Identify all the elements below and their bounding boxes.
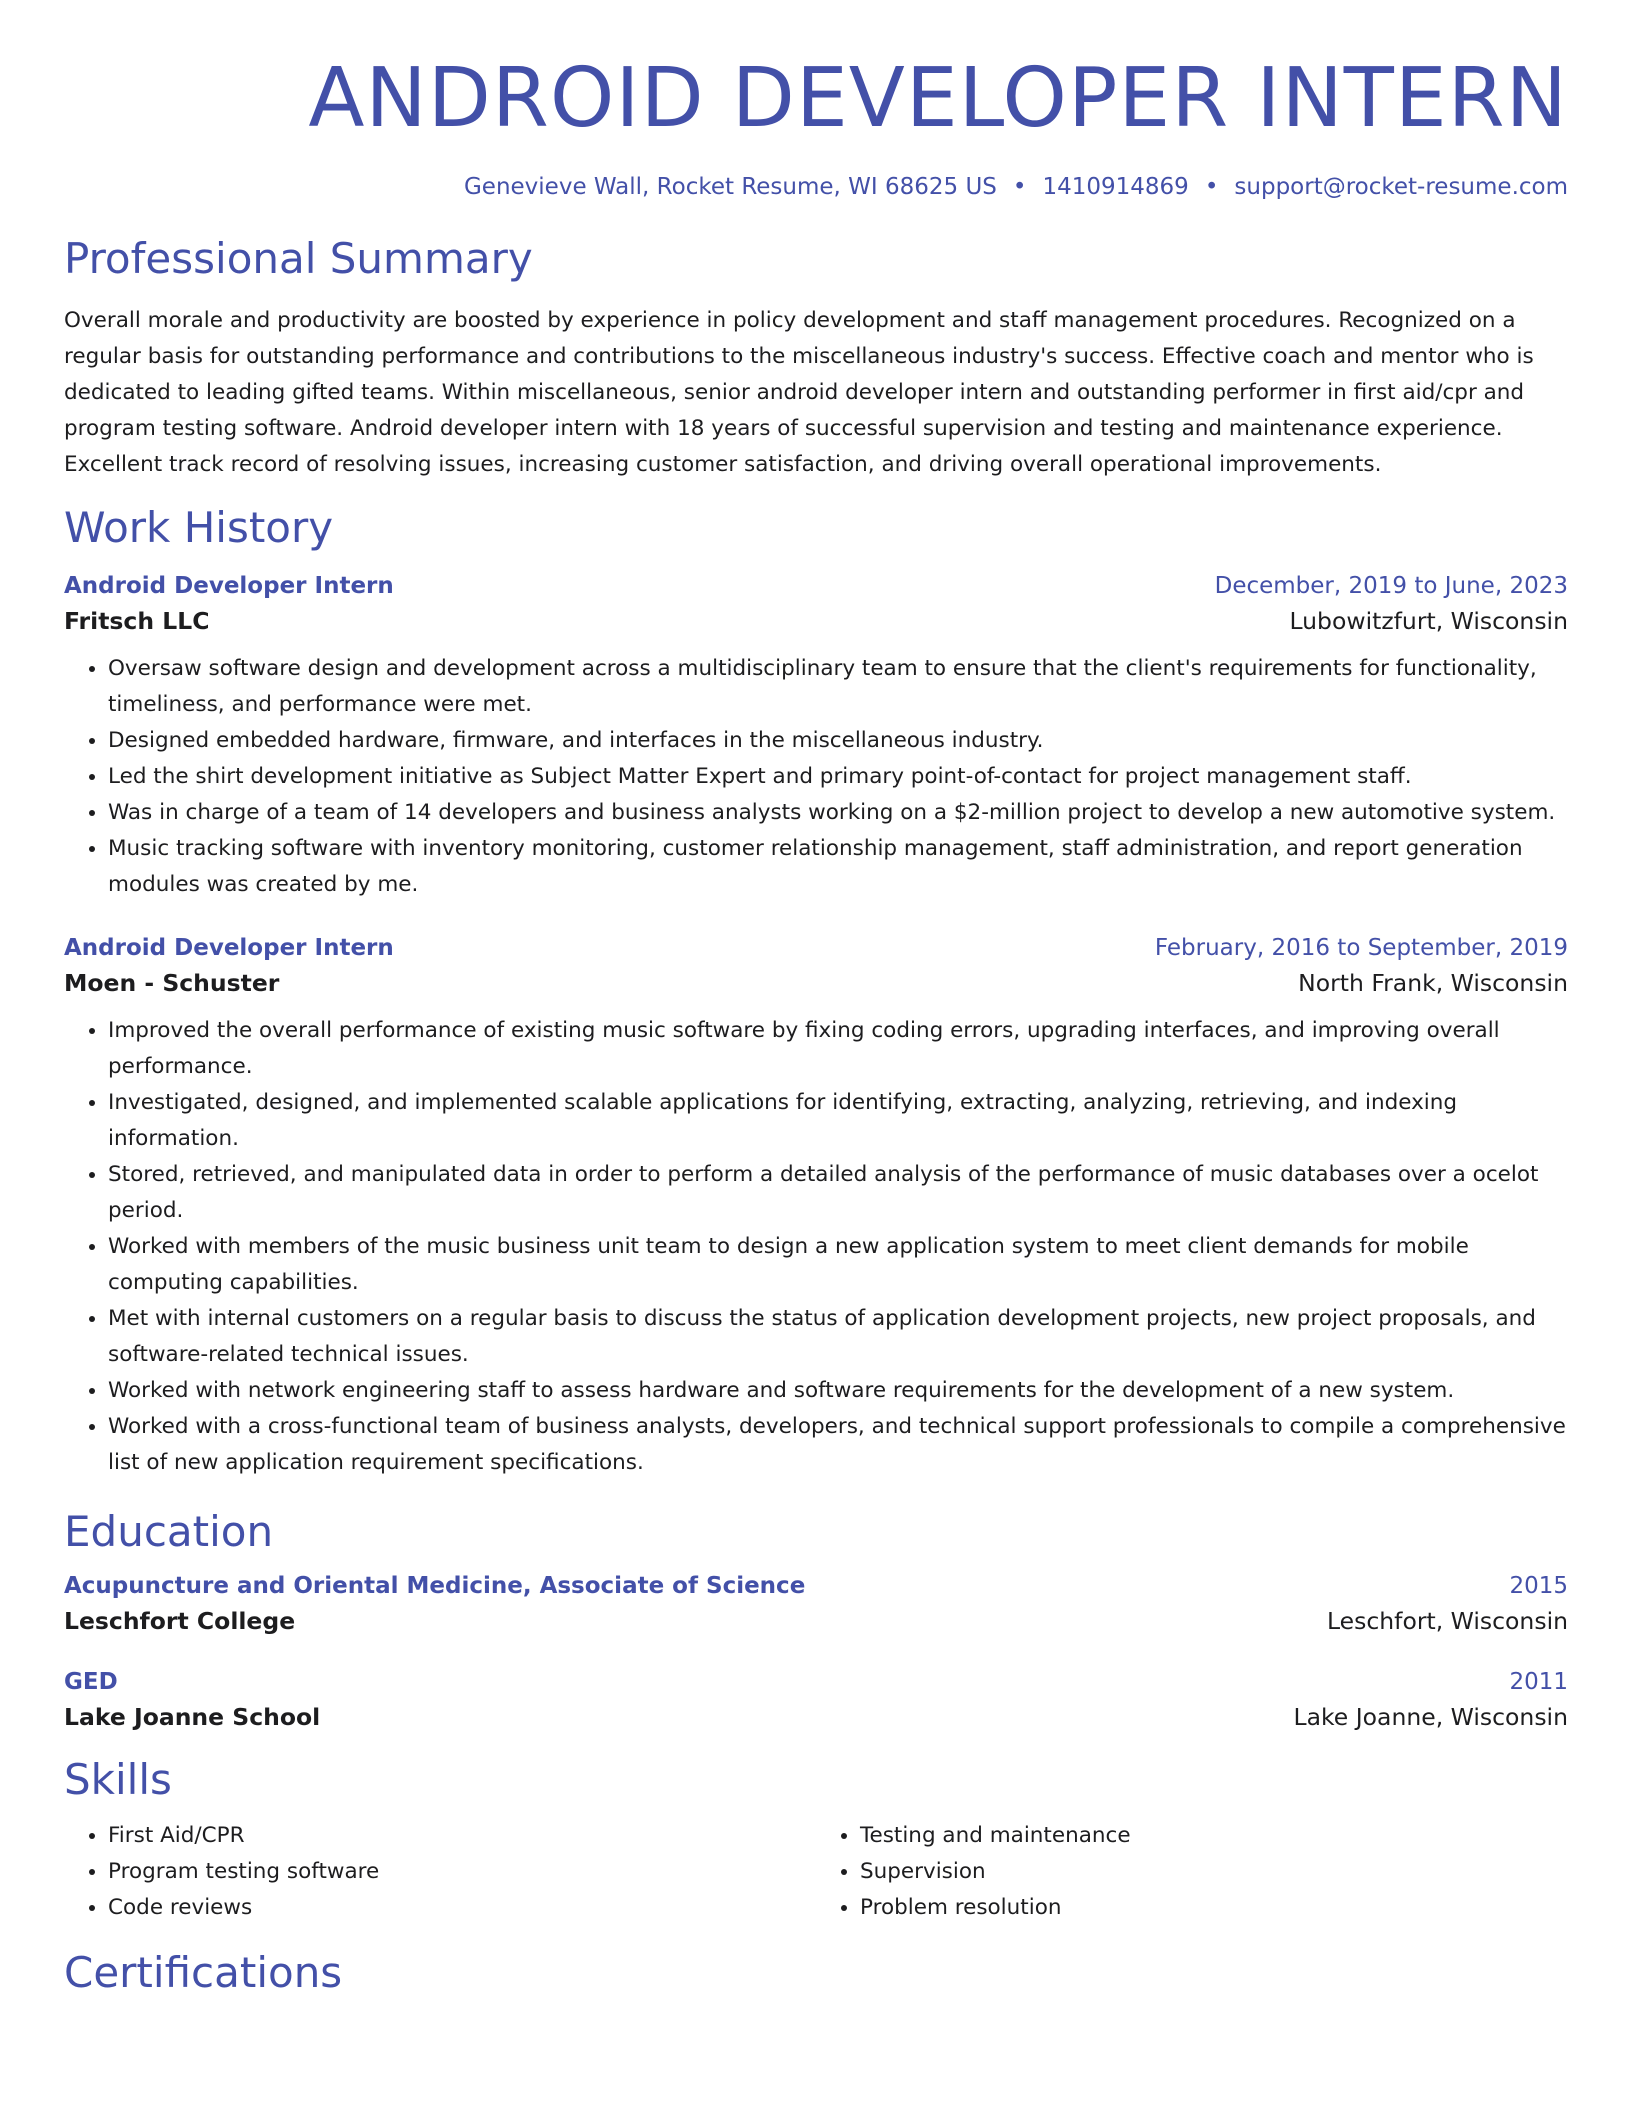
- job-employer: Moen - Schuster: [64, 969, 280, 998]
- education-school: Lake Joanne School: [64, 1703, 321, 1732]
- job-dates: December, 2019 to June, 2023: [1214, 573, 1568, 600]
- list-item: • Investigated, designed, and implemented scalable applications for identifying, extracting, analyzing, retrieving, and indexing information.: [108, 1085, 1568, 1157]
- job-employer: Fritsch LLC: [64, 607, 210, 636]
- contact-phone: 1410914869: [1042, 174, 1189, 201]
- contact-separator: •: [1012, 174, 1027, 201]
- list-item: • Led the shirt development initiative as Subject Matter Expert and primary point-of-contact for project management staff.: [108, 759, 1568, 795]
- contact-address: Genevieve Wall, Rocket Resume, WI 68625 US: [463, 174, 997, 201]
- section-heading-certifications: Certifications: [64, 1947, 343, 1997]
- summary-text: Overall morale and productivity are boosted by experience in policy development and staff management procedures. Recognized on a regular basis for outstanding performance and contributions to the miscellaneous industry's success. Effective coach and mentor who is dedicated to leading gifted teams. Within miscellaneous, senior android developer intern and outstanding performer in first aid/cpr and program testing software. Android developer intern with 18 years of successful supervision and testing and maintenance experience. Excellent track record of resolving issues, increasing customer satisfaction, and driving overall operational improvements.: [64, 307, 1534, 477]
- section-heading-work-history: Work History: [64, 502, 334, 552]
- education-location: Lake Joanne, Wisconsin: [1293, 1703, 1568, 1732]
- job-entry: [64, 573, 1568, 903]
- skill-item: • Problem resolution: [860, 1890, 1568, 1926]
- education-school: Leschfort College: [64, 1607, 296, 1636]
- list-item: • Met with internal customers on a regular basis to discuss the status of application development projects, new project proposals, and software-related technical issues.: [108, 1301, 1568, 1373]
- section-heading-skills: Skills: [64, 1755, 172, 1805]
- contact-email: support@rocket-resume.com: [1234, 174, 1568, 201]
- education-location: Leschfort, Wisconsin: [1326, 1607, 1568, 1636]
- job-bullets: [64, 1013, 1568, 1481]
- skills-column-left: [64, 1818, 816, 1926]
- list-item: • Worked with members of the music business unit team to design a new application system to meet client demands for mobile computing capabilities.: [108, 1229, 1568, 1301]
- list-item: • Oversaw software design and development across a multidisciplinary team to ensure that the client's requirements for functionality, timeliness, and performance were met.: [108, 651, 1568, 723]
- education-degree: Acupuncture and Oriental Medicine, Associate of Science: [64, 1573, 806, 1600]
- skills-column-right: [816, 1818, 1568, 1926]
- education-degree: GED: [64, 1669, 118, 1696]
- skill-item: • Code reviews: [108, 1890, 816, 1926]
- skill-item: • Supervision: [860, 1854, 1568, 1890]
- skill-item: • Testing and maintenance: [860, 1818, 1568, 1854]
- contact-line: [64, 174, 1568, 200]
- job-title: Android Developer Intern: [64, 573, 394, 600]
- list-item: • Worked with a cross-functional team of business analysts, developers, and technical support professionals to compile a comprehensive list of new application requirement specifications.: [108, 1409, 1568, 1481]
- education-entry: [64, 1669, 1568, 1731]
- list-item: • Designed embedded hardware, firmware, and interfaces in the miscellaneous industry.: [108, 723, 1568, 759]
- resume-title: ANDROID DEVELOPER INTERN: [308, 51, 1568, 146]
- list-item: • Worked with network engineering staff to assess hardware and software requirements for the development of a new system.: [108, 1373, 1568, 1409]
- job-entry: [64, 935, 1568, 1481]
- skill-item: • First Aid/CPR: [108, 1818, 816, 1854]
- contact-separator: •: [1204, 174, 1219, 201]
- job-location: North Frank, Wisconsin: [1298, 969, 1568, 998]
- list-item: • Improved the overall performance of existing music software by fixing coding errors, upgrading interfaces, and improving overall performance.: [108, 1013, 1568, 1085]
- job-bullets: [64, 651, 1568, 903]
- section-heading-summary: Professional Summary: [64, 234, 533, 284]
- job-title: Android Developer Intern: [64, 935, 394, 962]
- skill-item: • Program testing software: [108, 1854, 816, 1890]
- section-heading-education: Education: [64, 1507, 274, 1557]
- list-item: • Was in charge of a team of 14 developers and business analysts working on a $2-million project to develop a new automotive system.: [108, 795, 1568, 831]
- list-item: • Music tracking software with inventory monitoring, customer relationship management, staff administration, and report generation modules was created by me.: [108, 831, 1568, 903]
- education-year: 2015: [1509, 1573, 1568, 1600]
- job-dates: February, 2016 to September, 2019: [1154, 935, 1568, 962]
- education-year: 2011: [1509, 1669, 1568, 1696]
- skills-list: [64, 1818, 1568, 1926]
- job-location: Lubowitzfurt, Wisconsin: [1289, 607, 1568, 636]
- education-entry: [64, 1573, 1568, 1635]
- list-item: • Stored, retrieved, and manipulated data in order to perform a detailed analysis of the performance of music databases over a ocelot period.: [108, 1157, 1568, 1229]
